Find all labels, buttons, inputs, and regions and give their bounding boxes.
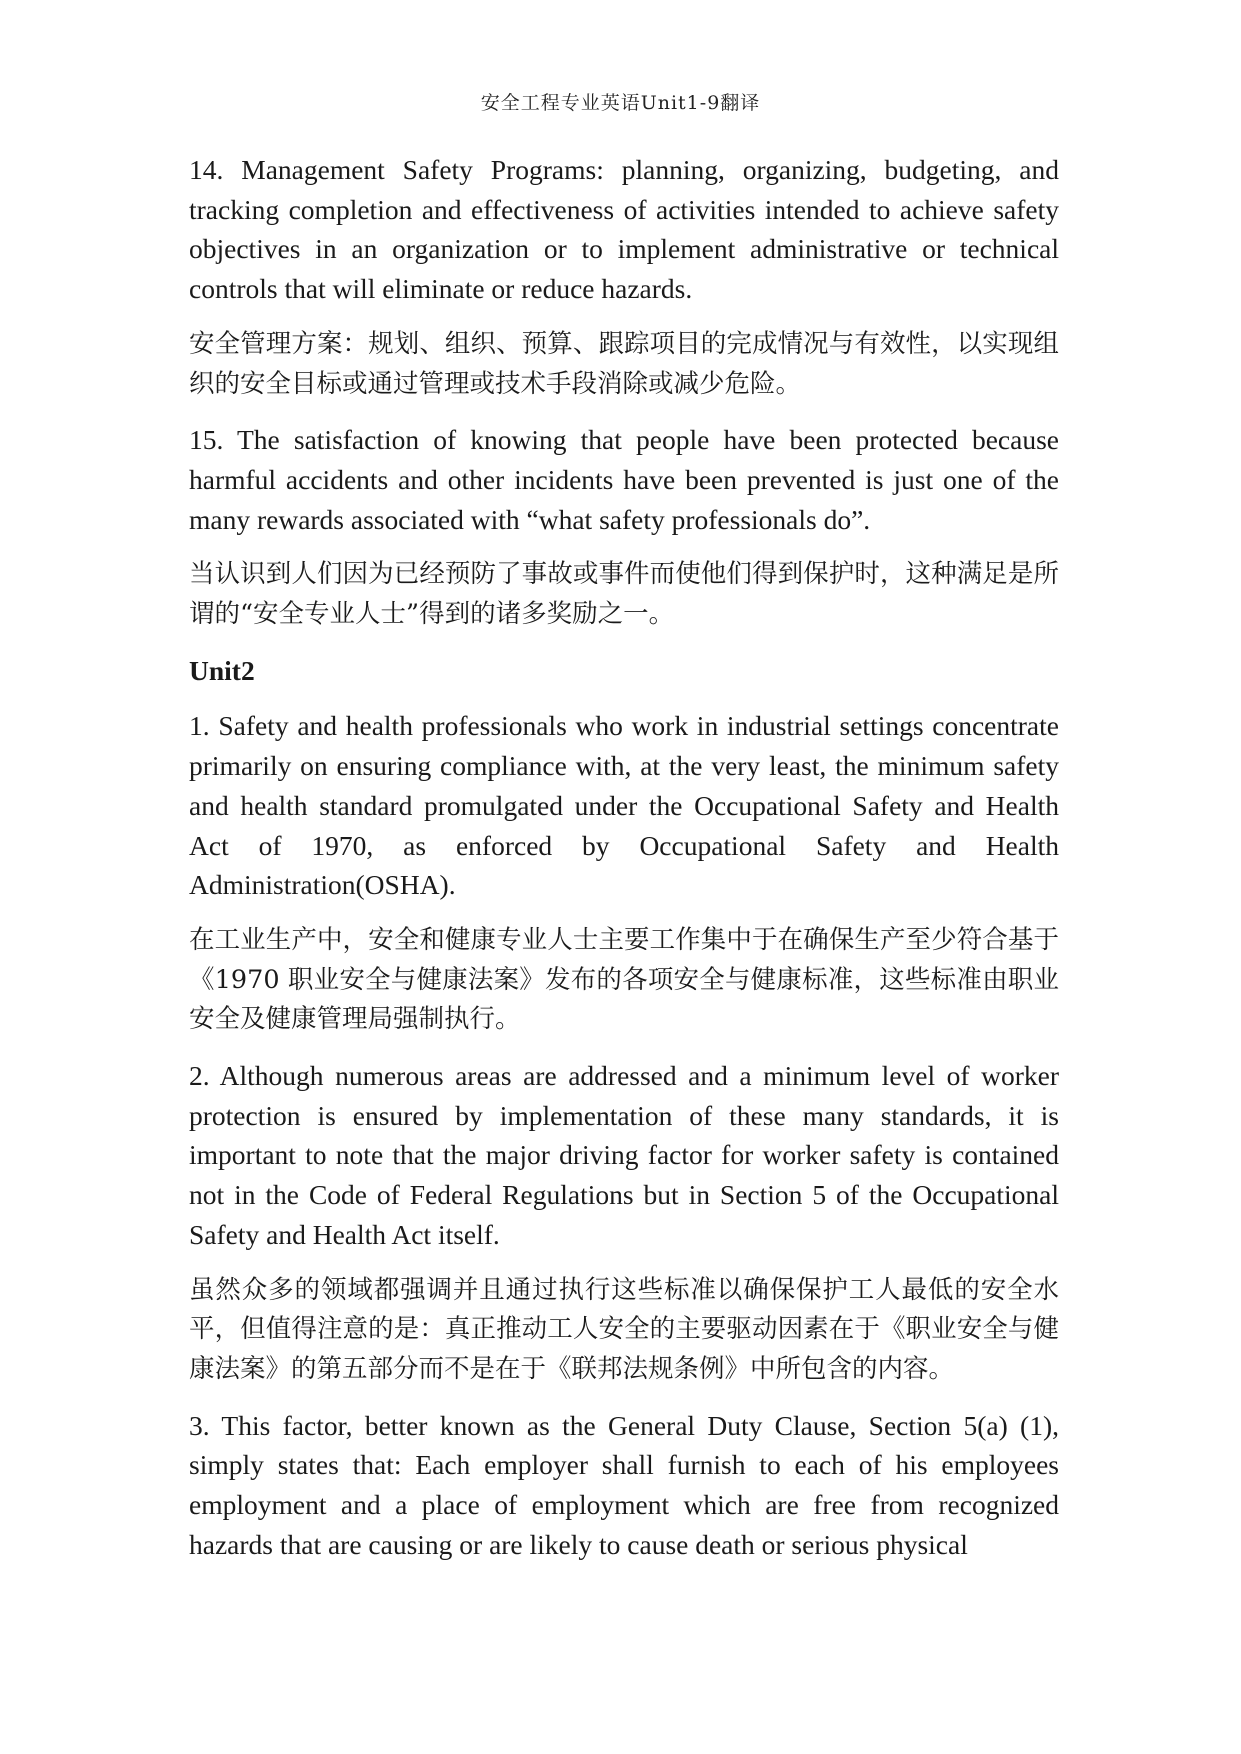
paragraph-en-14: 14. Management Safety Programs: planning, organizing, budgeting, and tracking completion and effectiveness of activities intended to achieve safety objectives in an organization or to implement administrative or technical controls that will eliminate or reduce hazards. bbox=[189, 154, 1059, 305]
paragraph-zh-2: 虽然众多的领域都强调并且通过执行这些标准以确保保护工人最低的安全水平，但值得注意的是：真正推动工人安全的主要驱动因素在于《职业安全与健康法案》的第五部分而不是在于《联邦法规条例》中所包含的内容。 bbox=[189, 1274, 1059, 1384]
paragraph-en-1: 1. Safety and health professionals who work in industrial settings concentrate primarily on ensuring compliance with, at the very least, the minimum safety and health standard promulgated under the Occupational Safety and Health Act of 1970, as enforced by Occupational Safety and Health Administration(OSHA). bbox=[189, 710, 1059, 901]
paragraph-zh-15: 当认识到人们因为已经预防了事故或事件而使他们得到保护时，这种满足是所谓的“安全专业人士”得到的诸多奖励之一。 bbox=[189, 559, 1059, 630]
paragraph-zh-14: 安全管理方案：规划、组织、预算、跟踪项目的完成情况与有效性，以实现组织的安全目标或通过管理或技术手段消除或减少危险。 bbox=[189, 328, 1059, 399]
section-heading: Unit2 bbox=[189, 654, 255, 686]
paragraph-en-15: 15. The satisfaction of knowing that people have been protected because harmful accidents and other incidents have been prevented is just one of the many rewards associated with “what safety professionals do”. bbox=[189, 424, 1059, 535]
paragraph-en-3: 3. This factor, better known as the General Duty Clause, Section 5(a) (1), simply states that: Each employer shall furnish to each of his employees employment and a place of employment which are free from recognized hazards that are causing or are likely to cause death or serious physical bbox=[189, 1409, 1059, 1560]
document-body bbox=[189, 150, 1059, 1581]
paragraph-en-2: 2. Although numerous areas are addressed and a minimum level of worker protection is ensured by implementation of these many standards, it is important to note that the major driving factor for worker safety is contained not in the Code of Federal Regulations but in Section 5 of the Occupational Safety and Health Act itself. bbox=[189, 1060, 1059, 1250]
page-header: 安全工程专业英语Unit1-9翻译 bbox=[480, 92, 761, 114]
paragraph-zh-1: 在工业生产中，安全和健康专业人士主要工作集中于在确保生产至少符合基于《1970 职业安全与健康法案》发布的各项安全与健康标准，这些标准由职业安全及健康管理局强制执行。 bbox=[189, 924, 1059, 1035]
